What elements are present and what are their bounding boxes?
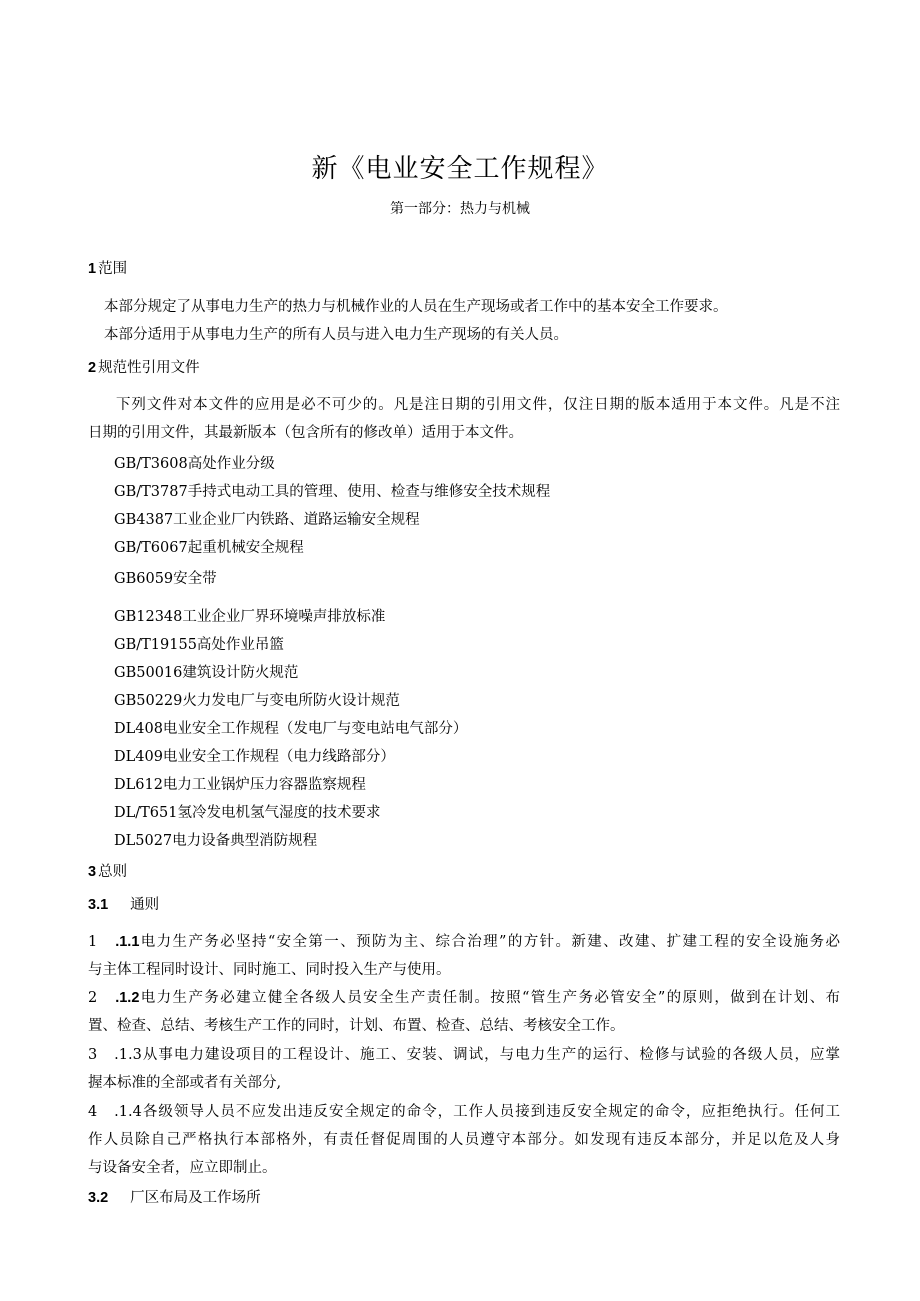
reference-item: GB50016建筑设计防火规范	[114, 665, 299, 681]
clause-line: 作人员除自己严格执行本部格外，有责任督促周围的人员遵守本部分。如发现有违反本部分，并足以危及人身	[88, 1132, 840, 1148]
clause-item	[88, 1041, 840, 1097]
reference-item: GB/T3608高处作业分级	[114, 456, 275, 472]
clause-line: 握本标准的全部或者有关部分,	[88, 1075, 282, 1091]
clause-prefix: 3	[88, 1047, 98, 1063]
section-number: 2	[88, 360, 97, 376]
reference-item: GB/T3787手持式电动工具的管理、使用、检查与维修安全技术规程	[114, 484, 551, 500]
reference-item: GB/T6067起重机械安全规程	[114, 540, 304, 556]
reference-item: GB/T19155高处作业吊篮	[114, 637, 284, 653]
section-2-intro	[88, 391, 840, 447]
section-1-paragraph: 本部分适用于从事电力生产的所有人员与进入电力生产现场的有关人员。	[104, 327, 568, 343]
subsection-3-2-heading	[88, 1186, 261, 1207]
reference-item: GB6059安全带	[114, 571, 217, 587]
reference-item: DL5027电力设备典型消防规程	[114, 833, 318, 849]
section-1-paragraph: 本部分规定了从事电力生产的热力与机械作业的人员在生产现场或者工作中的基本安全工作要求。	[104, 299, 728, 315]
intro-line: 日期的引用文件，其最新版本（包含所有的修改单）适用于本文件。	[88, 425, 523, 441]
clause-number: .1.4	[114, 1104, 142, 1120]
section-title: 规范性引用文件	[98, 360, 200, 376]
clause-number: .1.2	[115, 990, 140, 1006]
reference-item: DL612电力工业锅炉压力容器监察规程	[114, 777, 366, 793]
clause-line	[88, 1041, 840, 1069]
clause-text: 电力生产务必建立健全各级人员安全生产责任制。按照“管生产务必管安全”的原则，做到在计划、布	[139, 990, 840, 1006]
clause-text: 电力生产务必坚持“安全第一、预防为主、综合治理”的方针。新建、改建、扩建工程的安全设施务必	[139, 934, 840, 950]
reference-item: GB12348工业企业厂界环境噪声排放标准	[114, 609, 386, 625]
reference-item: DL/T651氢冷发电机氢气湿度的技术要求	[114, 805, 381, 821]
clause-line: 与设备安全者，应立即制止。	[88, 1160, 277, 1176]
clause-line	[88, 1098, 840, 1126]
clause-line	[88, 984, 840, 1012]
clause-item	[88, 928, 840, 984]
section-1-heading	[88, 257, 127, 278]
intro-line: 下列文件对本文件的应用是必不可少的。凡是注日期的引用文件，仅注日期的版本适用于本文件。凡是不注	[116, 397, 840, 413]
section-number: 1	[88, 261, 97, 277]
document-subtitle: 第一部分：热力与机械	[390, 201, 530, 217]
section-title: 总则	[98, 864, 128, 880]
clause-item	[88, 1098, 840, 1182]
clause-prefix: 1	[88, 934, 98, 950]
clause-prefix: 2	[88, 990, 98, 1006]
clause-line: 置、检查、总结、考核生产工作的同时，计划、布置、检查、总结、考核安全工作。	[88, 1018, 625, 1034]
reference-item: DL408电业安全工作规程（发电厂与变电站电气部分）	[114, 721, 468, 737]
subsection-title: 通则	[130, 897, 160, 913]
section-number: 3	[88, 864, 97, 880]
reference-item: GB4387工业企业厂内铁路、道路运输安全规程	[114, 512, 420, 528]
section-2-heading	[88, 356, 200, 377]
subsection-3-1-heading	[88, 893, 159, 914]
subsection-number: 3.2	[88, 1190, 109, 1206]
clause-number: .1.3	[114, 1047, 142, 1063]
clause-item	[88, 984, 840, 1040]
section-3-heading	[88, 860, 127, 881]
clause-number: .1.1	[115, 934, 140, 950]
clause-prefix: 4	[88, 1104, 98, 1120]
clause-text: 各级领导人员不应发出违反安全规定的命令，工作人员接到违反安全规定的命令，应拒绝执行。任何工	[141, 1104, 841, 1120]
section-title: 范围	[98, 261, 128, 277]
clause-line	[88, 928, 840, 956]
document-title: 新《电业安全工作规程》	[311, 154, 609, 184]
subsection-number: 3.1	[88, 897, 109, 913]
subsection-title: 厂区布局及工作场所	[130, 1190, 261, 1206]
reference-item: GB50229火力发电厂与变电所防火设计规范	[114, 693, 400, 709]
reference-item: DL409电业安全工作规程（电力线路部分）	[114, 749, 395, 765]
clause-text: 从事电力建设项目的工程设计、施工、安装、调试，与电力生产的运行、检修与试验的各级人员，应掌	[141, 1047, 841, 1063]
clause-line: 与主体工程同时设计、同时施工、同时投入生产与使用。	[88, 962, 451, 978]
